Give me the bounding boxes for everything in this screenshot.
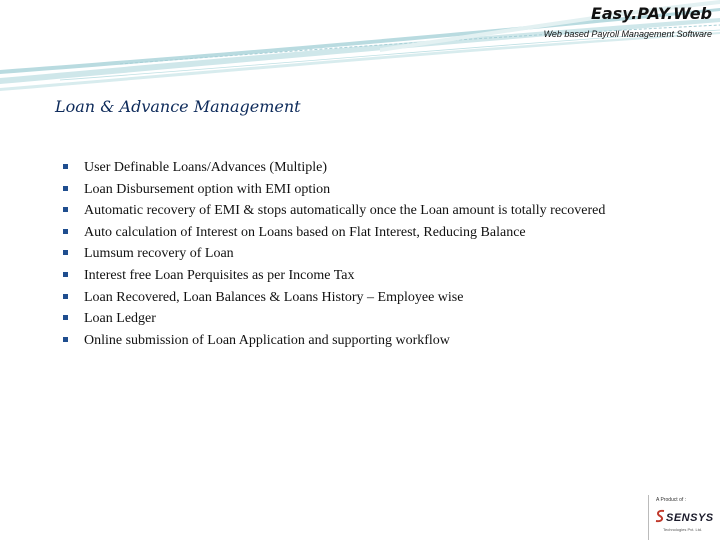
- list-item: [63, 202, 623, 219]
- list-item-text: Loan Recovered, Loan Balances & Loans History – Employee wise: [84, 289, 464, 305]
- brand-subtitle: Web based Payroll Management Software: [543, 29, 712, 39]
- list-item: [63, 245, 623, 262]
- list-item-text: Interest free Loan Perquisites as per Income Tax: [84, 267, 355, 283]
- bullet-square-icon: [63, 229, 68, 234]
- bullet-square-icon: [63, 315, 68, 320]
- list-item-text: Automatic recovery of EMI & stops automatically once the Loan amount is totally recovered: [84, 203, 606, 219]
- list-item-text: User Definable Loans/Advances (Multiple): [84, 160, 327, 175]
- slide-heading: Loan & Advance Management: [55, 97, 301, 116]
- logo-name: SENSYS: [666, 512, 714, 524]
- bullet-square-icon: [63, 186, 68, 191]
- list-item-text: Loan Ledger: [84, 311, 156, 327]
- bullet-square-icon: [63, 272, 68, 277]
- list-item: [63, 289, 623, 306]
- list-item: [63, 267, 623, 284]
- list-item: [63, 181, 623, 198]
- bullet-square-icon: [63, 337, 68, 342]
- company-logo: [648, 495, 720, 540]
- list-item: [63, 159, 623, 176]
- sensys-mark-icon: [654, 509, 666, 523]
- bullet-square-icon: [63, 250, 68, 255]
- list-item-text: Loan Disbursement option with EMI option: [84, 181, 331, 197]
- logo-tagline: Technologies Pvt. Ltd.: [663, 527, 703, 532]
- list-item-text: Online submission of Loan Application and supporting workflow: [84, 332, 450, 348]
- logo-caption: A Product of :: [656, 497, 687, 503]
- list-item: [63, 224, 623, 241]
- list-item: [63, 310, 623, 327]
- list-item: [63, 332, 623, 349]
- brand-title: Easy.PAY.Web: [590, 4, 712, 23]
- list-item-text: Auto calculation of Interest on Loans based on Flat Interest, Reducing Balance: [84, 224, 526, 240]
- bullet-square-icon: [63, 207, 68, 212]
- feature-list: [63, 159, 623, 353]
- bullet-square-icon: [63, 294, 68, 299]
- list-item-text: Lumsum recovery of Loan: [84, 246, 234, 262]
- bullet-square-icon: [63, 164, 68, 169]
